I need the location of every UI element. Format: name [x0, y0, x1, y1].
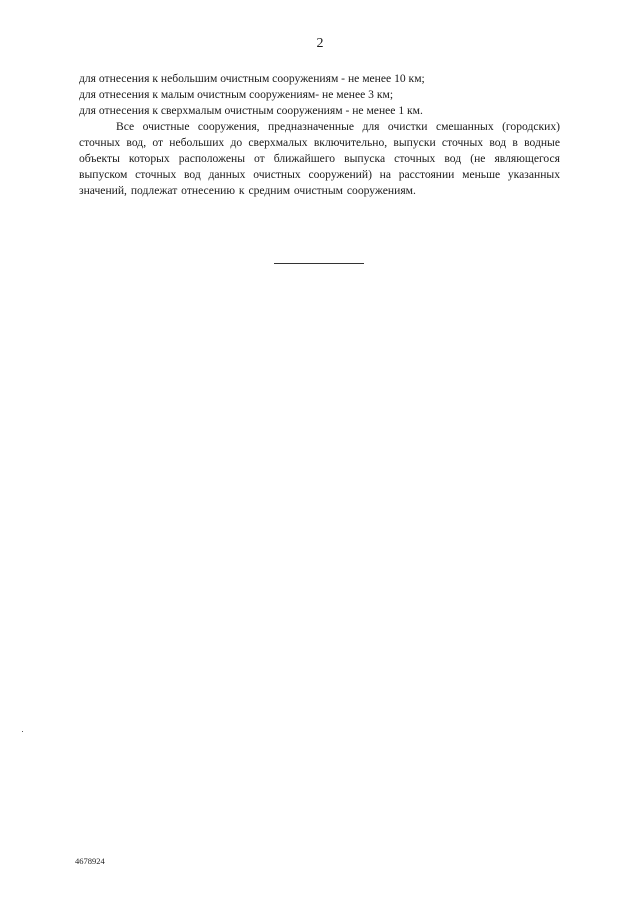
distance-line-micro: для отнесения к сверхмалым очистным сооружениям - не менее 1 км. — [79, 104, 423, 117]
classification-paragraph: Все очистные сооружения, предназначенные для очистки смешанных (городских) сточных вод, от небольших до сверхмалых включительно, выпуски сточных вод в водные объекты которых расположены от ближайшего выпуска сточных вод (не являющегося выпуском сточных вод данных очистных сооружений) на расстоянии меньше указанных значений, подлежат отнесению к средним очистным сооружениям. — [79, 120, 560, 197]
distance-line-minor: для отнесения к малым очистным сооружениям- не менее 3 км; — [79, 88, 394, 101]
document-id: 4678924 — [75, 856, 105, 866]
document-body — [79, 71, 560, 199]
margin-mark — [22, 731, 23, 732]
end-separator-line — [274, 263, 364, 264]
page-number: 2 — [316, 36, 324, 51]
distance-line-small: для отнесения к небольшим очистным сооружениям - не менее 10 км; — [79, 72, 425, 85]
